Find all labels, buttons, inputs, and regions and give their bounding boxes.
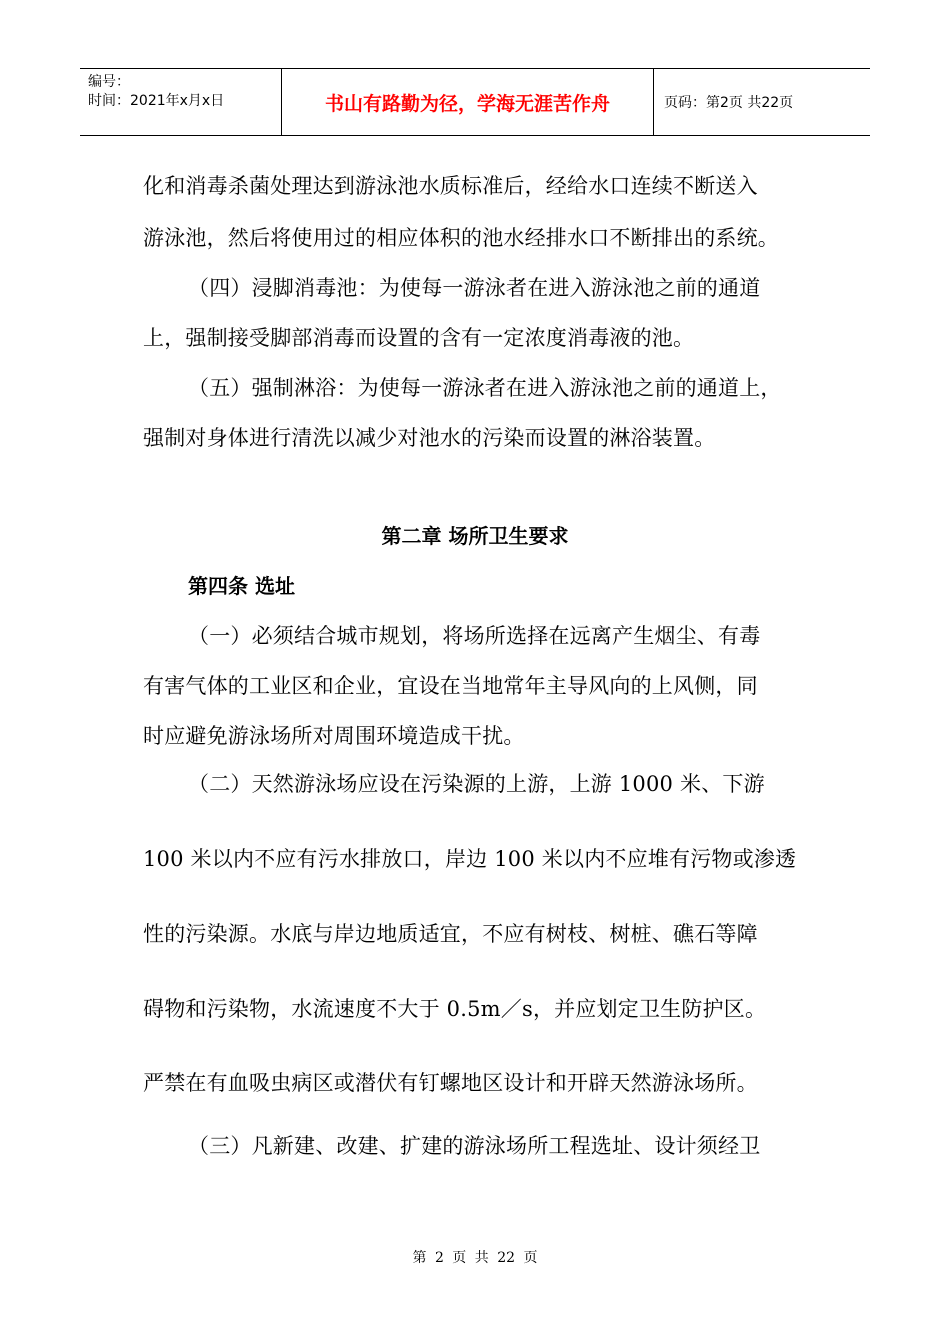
header-motto: 书山有路勤为径，学海无涯苦作舟 — [282, 69, 654, 135]
body-line: 上，强制接受脚部消毒而设置的含有一定浓度消毒液的池。 — [143, 326, 695, 350]
body-line: 100 米以内不应有污水排放口，岸边 100 米以内不应堆有污物或渗透 — [143, 847, 797, 871]
body-line: （二）天然游泳场应设在污染源的上游，上游 1000 米、下游 — [188, 772, 765, 796]
body-line: 游泳池，然后将使用过的相应体积的池水经排水口不断排出的系统。 — [143, 226, 779, 250]
number-label: 编号： — [88, 74, 130, 90]
body-line: （一）必须结合城市规划，将场所选择在远离产生烟尘、有毒 — [188, 624, 761, 648]
page-footer: 第 2 页 共 22 页 — [412, 1250, 538, 1266]
body-line: 强制对身体进行清洗以减少对池水的污染而设置的淋浴装置。 — [143, 426, 716, 450]
body-line: 时应避免游泳场所对周围环境造成干扰。 — [143, 724, 525, 748]
body-line: （五）强制淋浴：为使每一游泳者在进入游泳池之前的通道上， — [188, 376, 782, 400]
header-page-info: 页码：第2页 共22页 — [664, 95, 794, 111]
time-label: 时间：2021年x月x日 — [88, 93, 225, 109]
header-table — [80, 68, 870, 136]
header-meta — [80, 69, 282, 135]
article-title: 第四条 选址 — [188, 574, 295, 598]
body-line: 性的污染源。水底与岸边地质适宜，不应有树枝、树桩、礁石等障 — [143, 922, 758, 946]
body-line: 化和消毒杀菌处理达到游泳池水质标准后，经给水口连续不断送入 — [143, 174, 758, 198]
chapter-title: 第二章 场所卫生要求 — [381, 524, 569, 548]
body-line: （四）浸脚消毒池：为使每一游泳者在进入游泳池之前的通道 — [188, 276, 761, 300]
body-line: 有害气体的工业区和企业，宜设在当地常年主导风向的上风侧，同 — [143, 674, 758, 698]
body-line: 严禁在有血吸虫病区或潜伏有钉螺地区设计和开辟天然游泳场所。 — [143, 1071, 758, 1095]
body-line: （三）凡新建、改建、扩建的游泳场所工程选址、设计须经卫 — [188, 1134, 761, 1158]
body-line: 碍物和污染物，水流速度不大于 0.5m／s，并应划定卫生防护区。 — [143, 997, 767, 1021]
